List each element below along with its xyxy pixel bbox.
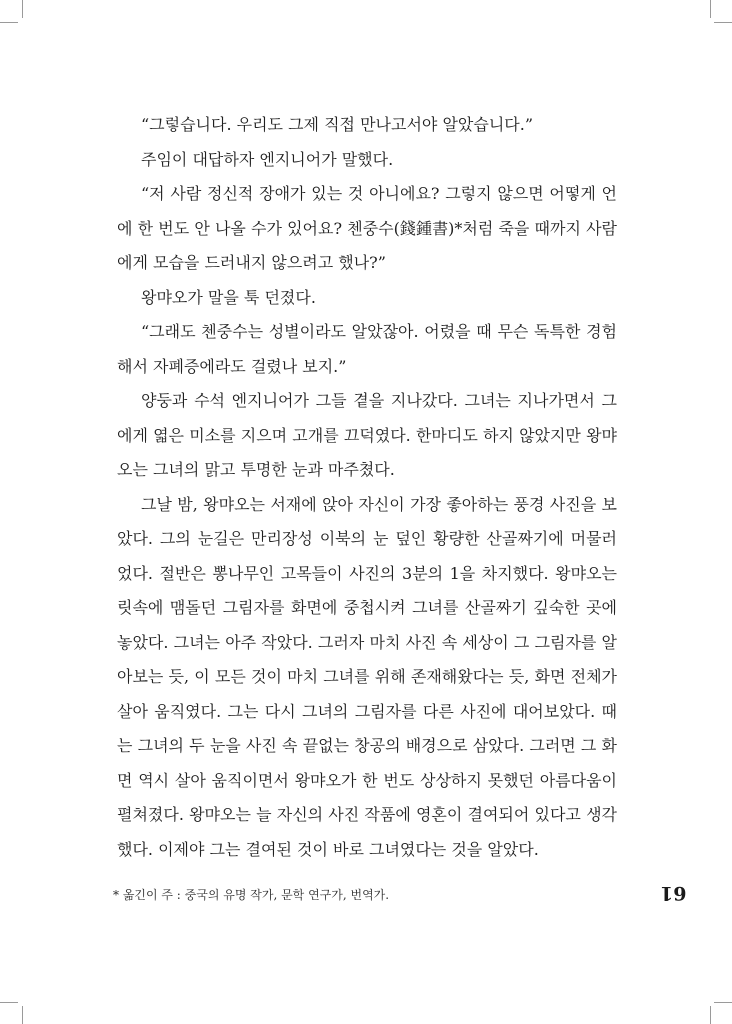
crop-mark-top-left-h: [0, 22, 18, 23]
body-line: 릿속에 맴돌던 그림자를 화면에 중첩시켜 그녀를 산골짜기 깊숙한 곳에: [117, 598, 617, 617]
body-line: 펼쳐졌다. 왕먀오는 늘 자신의 사진 작품에 영혼이 결여되어 있다고 생각: [117, 805, 617, 824]
body-line: 에게 엷은 미소를 지으며 고개를 끄덕였다. 한마디도 하지 않았지만 왕먀: [117, 425, 617, 445]
body-line: 왕먀오가 말을 툭 던졌다.: [141, 287, 316, 307]
crop-mark-top-left-v: [22, 0, 23, 18]
body-line: 살아 움직였다. 그는 다시 그녀의 그림자를 다른 사진에 대어보았다. 때: [117, 701, 617, 721]
body-line: 했다. 이제야 그는 결여된 것이 바로 그녀였다는 것을 알았다.: [117, 839, 539, 859]
body-line: 았다. 그의 눈길은 만리장성 이북의 눈 덮인 황량한 산골짜기에 머물러: [117, 529, 617, 548]
body-line: 양둥과 수석 엔지니어가 그들 곁을 지나갔다. 그녀는 지나가면서 그: [141, 391, 617, 410]
body-line: 에게 모습을 드러내지 않으려고 했나?”: [117, 253, 386, 272]
crop-mark-top-right-h: [714, 22, 732, 23]
body-line: 에 한 번도 안 나올 수가 있어요? 첸중수(錢鍾書)*처럼 죽을 때까지 사람: [117, 218, 617, 238]
page-number: 61: [660, 882, 687, 904]
body-line: 해서 자폐증에라도 걸렸나 보지.”: [117, 356, 347, 376]
crop-mark-bottom-left-v: [22, 1006, 23, 1024]
body-line: “그래도 첸중수는 성별이라도 알았잖아. 어렸을 때 무슨 독특한 경험: [141, 322, 617, 341]
body-line: 었다. 절반은 뽕나무인 고목들이 사진의 3분의 1을 차지했다. 왕먀오는: [117, 563, 617, 583]
body-line: 아보는 듯, 이 모든 것이 마치 그녀를 위해 존재해왔다는 듯, 화면 전체가: [117, 667, 617, 686]
body-line: “그렇습니다. 우리도 그제 직접 만나고서야 알았습니다.”: [141, 115, 533, 134]
body-line: 주임이 대답하자 엔지니어가 말했다.: [141, 149, 394, 169]
body-line: 는 그녀의 두 눈을 사진 속 끝없는 창공의 배경으로 삼았다. 그러면 그 화: [117, 736, 617, 755]
body-text: [117, 108, 617, 867]
body-line: 그날 밤, 왕먀오는 서재에 앉아 자신이 가장 좋아하는 풍경 사진을 보: [141, 494, 617, 514]
crop-mark-bottom-right-h: [714, 1002, 732, 1003]
body-line: “저 사람 정신적 장애가 있는 것 아니에요? 그렇지 않으면 어떻게 언: [141, 184, 617, 203]
crop-mark-bottom-right-v: [710, 1006, 711, 1024]
body-line: 놓았다. 그녀는 아주 작았다. 그러자 마치 사진 속 세상이 그 그림자를 알: [117, 632, 617, 652]
body-line: 오는 그녀의 맑고 투명한 눈과 마주쳤다.: [117, 460, 395, 479]
crop-mark-top-right-v: [710, 0, 711, 18]
footnote: * 옮긴이 주 : 중국의 유명 작가, 문학 연구가, 번역가.: [113, 888, 390, 902]
body-line: 면 역시 살아 움직이면서 왕먀오가 한 번도 상상하지 못했던 아름다움이: [117, 770, 617, 790]
crop-mark-bottom-left-h: [0, 1002, 18, 1003]
